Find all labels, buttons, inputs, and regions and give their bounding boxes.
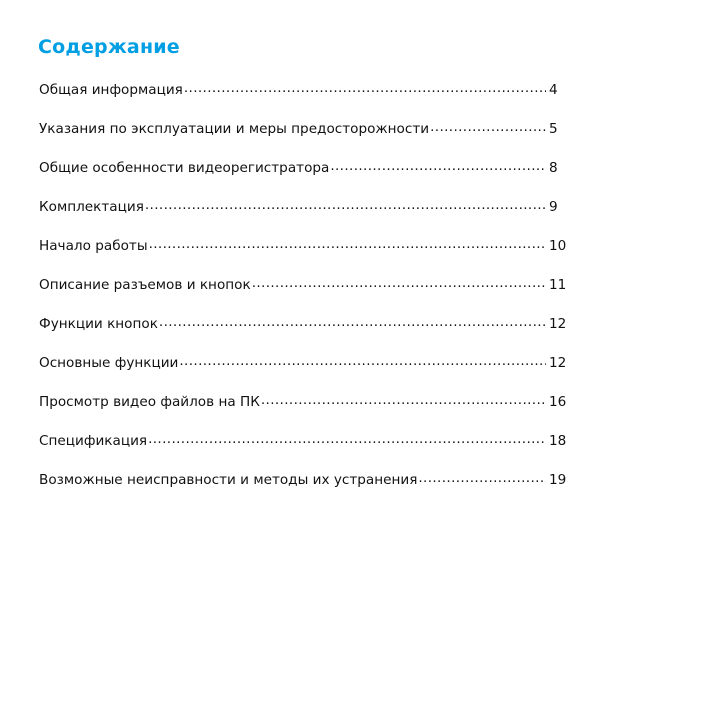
toc-entry bbox=[39, 119, 571, 158]
toc-entry bbox=[39, 353, 571, 392]
toc-page-number: 16 bbox=[549, 393, 567, 410]
toc-dot-leader bbox=[179, 353, 546, 367]
toc-entry-title: Основные функции bbox=[39, 354, 179, 371]
toc-heading: Содержание bbox=[38, 36, 180, 58]
toc-page-number: 8 bbox=[549, 159, 558, 176]
table-of-contents bbox=[39, 80, 571, 509]
toc-page-number: 12 bbox=[549, 354, 567, 371]
toc-entry bbox=[39, 158, 571, 197]
toc-entry bbox=[39, 197, 571, 236]
toc-entry-title: Указания по эксплуатации и меры предосторожности bbox=[39, 120, 430, 137]
toc-page-number: 11 bbox=[549, 276, 567, 293]
toc-entry-title: Комплектация bbox=[39, 198, 144, 215]
toc-dot-leader bbox=[261, 392, 546, 406]
toc-entry bbox=[39, 392, 571, 431]
toc-page-number: 12 bbox=[549, 315, 567, 332]
toc-entry-title: Описание разъемов и кнопок bbox=[39, 276, 251, 293]
toc-page-number: 18 bbox=[549, 432, 567, 449]
toc-dot-leader bbox=[149, 236, 546, 250]
toc-entry bbox=[39, 314, 571, 353]
toc-page-number: 9 bbox=[549, 198, 558, 215]
toc-page-number: 10 bbox=[549, 237, 567, 254]
toc-entry bbox=[39, 80, 571, 119]
toc-entry-title: Общие особенности видеорегистратора bbox=[39, 159, 330, 176]
toc-entry bbox=[39, 431, 571, 470]
toc-entry-title: Просмотр видео файлов на ПК bbox=[39, 393, 260, 410]
toc-dot-leader bbox=[159, 314, 546, 328]
toc-page-number: 19 bbox=[549, 471, 567, 488]
toc-dot-leader bbox=[184, 80, 546, 94]
toc-entry bbox=[39, 236, 571, 275]
toc-dot-leader bbox=[145, 197, 546, 211]
toc-entry bbox=[39, 470, 571, 509]
toc-entry-title: Начало работы bbox=[39, 237, 148, 254]
toc-page-number: 5 bbox=[549, 120, 558, 137]
toc-entry-title: Спецификация bbox=[39, 432, 148, 449]
toc-dot-leader bbox=[418, 470, 546, 484]
toc-dot-leader bbox=[148, 431, 546, 445]
toc-entry-title: Общая информация bbox=[39, 81, 183, 98]
toc-entry-title: Функции кнопок bbox=[39, 315, 158, 332]
toc-page-number: 4 bbox=[549, 81, 558, 98]
toc-dot-leader bbox=[252, 275, 546, 289]
toc-entry bbox=[39, 275, 571, 314]
toc-entry-title: Возможные неисправности и методы их устранения bbox=[39, 471, 418, 488]
toc-dot-leader bbox=[430, 119, 546, 133]
toc-dot-leader bbox=[330, 158, 546, 172]
